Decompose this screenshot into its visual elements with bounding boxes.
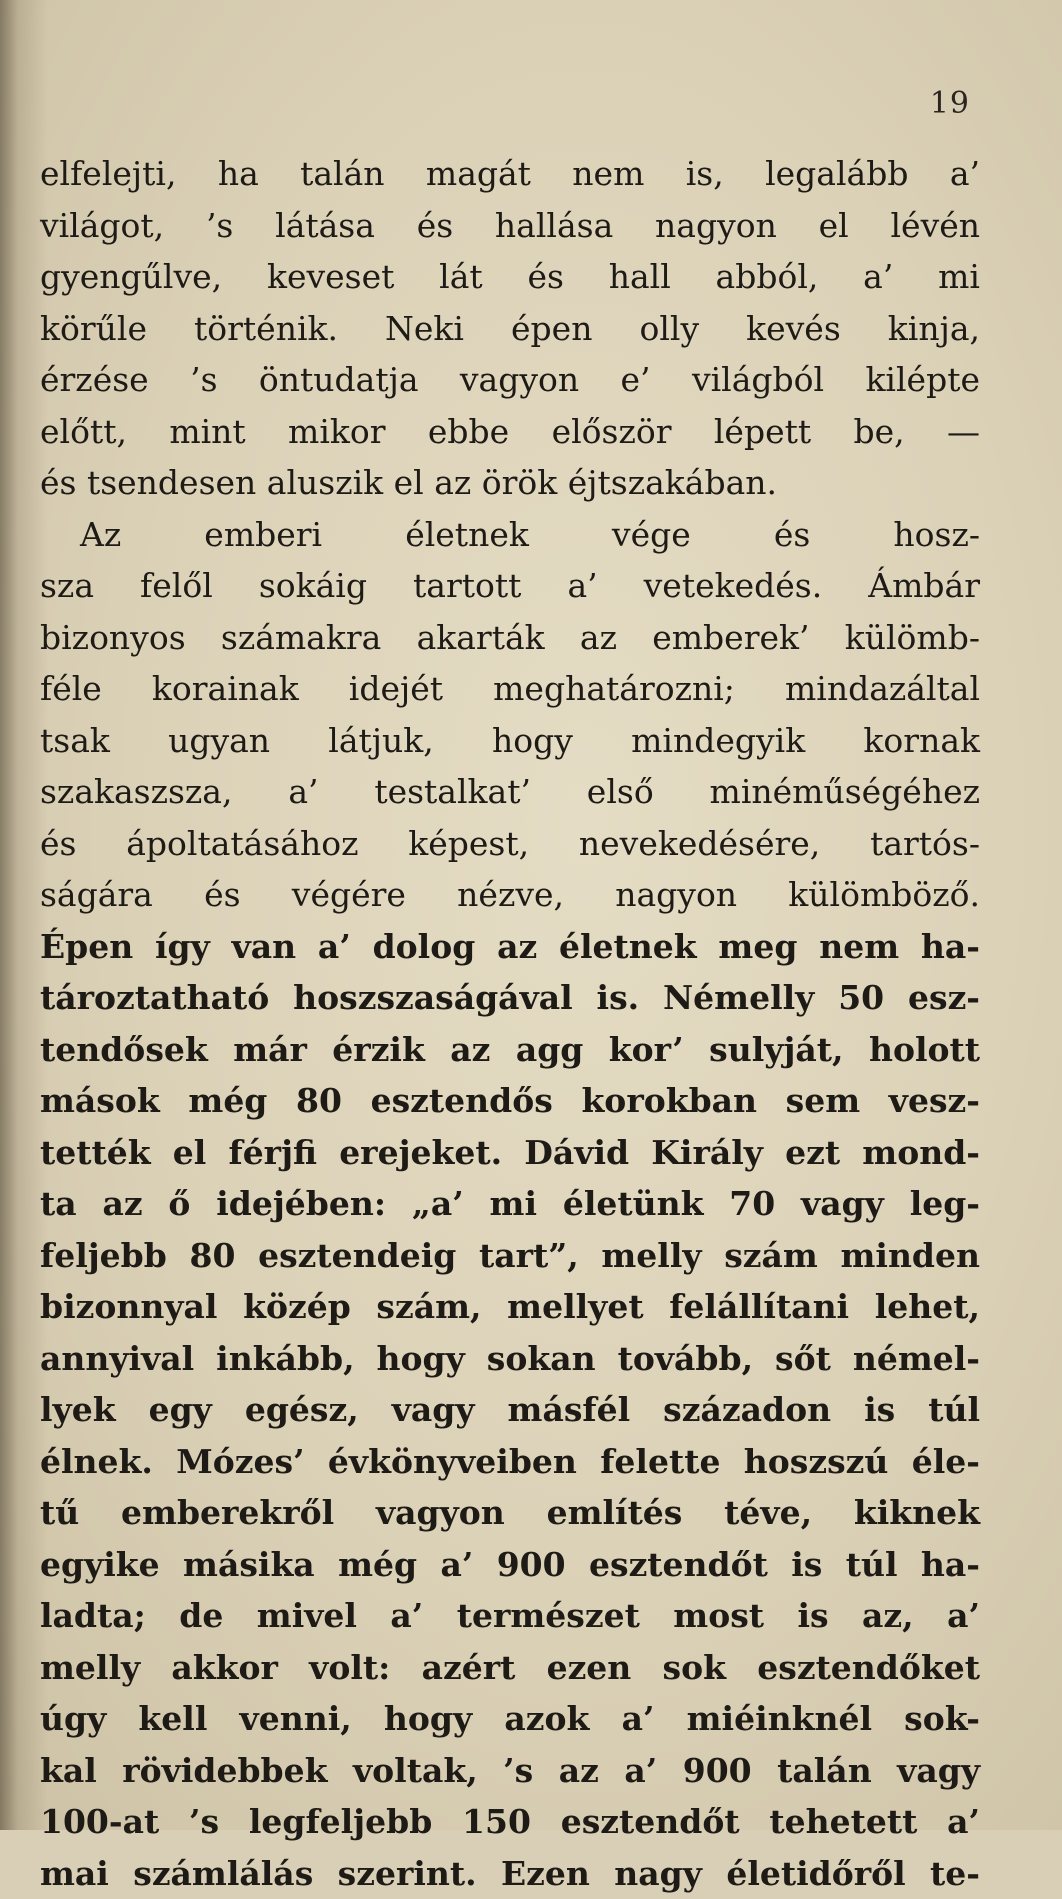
text-line: tették el férjfi erejeket. Dávid Király ezt mond- xyxy=(40,1127,980,1179)
page-number: 19 xyxy=(930,86,970,121)
text-line: körűle történik. Neki épen olly kevés kinja, xyxy=(40,303,980,355)
text-line: bizonyos számakra akarták az emberek’ külömb- xyxy=(40,612,980,664)
text-line: és ápoltatásához képest, nevekedésére, tartós- xyxy=(40,818,980,870)
text-line: annyival inkább, hogy sokan tovább, sőt némel- xyxy=(40,1333,980,1385)
text-line: Épen így van a’ dolog az életnek meg nem ha- xyxy=(40,921,980,973)
text-line: ta az ő idejében: „a’ mi életünk 70 vagy leg- xyxy=(40,1178,980,1230)
text-line: gyengűlve, keveset lát és hall abból, a’ mi xyxy=(40,251,980,303)
text-line: érzése ’s öntudatja vagyon e’ világból kilépte xyxy=(40,354,980,406)
text-line: mások még 80 esztendős korokban sem vesz- xyxy=(40,1075,980,1127)
text-line: kal rövidebbek voltak, ’s az a’ 900 talán vagy xyxy=(40,1745,980,1797)
text-line: élnek. Mózes’ évkönyveiben felette hoszszú éle- xyxy=(40,1436,980,1488)
text-line: világot, ’s látása és hallása nagyon el lévén xyxy=(40,200,980,252)
text-line: tsak ugyan látjuk, hogy mindegyik kornak xyxy=(40,715,980,767)
text-line: feljebb 80 esztendeig tart”, melly szám minden xyxy=(40,1230,980,1282)
text-line: tű emberekről vagyon említés téve, kiknek xyxy=(40,1487,980,1539)
text-line: lyek egy egész, vagy másfél századon is túl xyxy=(40,1384,980,1436)
text-line: tendősek már érzik az agg kor’ sulyját, holott xyxy=(40,1024,980,1076)
body-text xyxy=(40,148,980,1899)
text-line: féle korainak idejét meghatározni; mindazáltal xyxy=(40,663,980,715)
text-line: 100-at ’s legfeljebb 150 esztendőt tehetett a’ xyxy=(40,1796,980,1848)
text-line: sza felől sokáig tartott a’ vetekedés. Ámbár xyxy=(40,560,980,612)
text-line: Az emberi életnek vége és hosz- xyxy=(40,509,980,561)
text-line: bizonnyal közép szám, mellyet felállítani lehet, xyxy=(40,1281,980,1333)
text-line: tároztatható hoszszaságával is. Némelly 50 esz- xyxy=(40,972,980,1024)
text-line: ságára és végére nézve, nagyon külömböző. xyxy=(40,869,980,921)
text-line: úgy kell venni, hogy azok a’ miéinknél sok- xyxy=(40,1693,980,1745)
text-line: előtt, mint mikor ebbe először lépett be, — xyxy=(40,406,980,458)
text-line: mai számlálás szerint. Ezen nagy életidőről te- xyxy=(40,1848,980,1899)
text-line: melly akkor volt: azért ezen sok esztendőket xyxy=(40,1642,980,1694)
text-line: elfelejti, ha talán magát nem is, legalább a’ xyxy=(40,148,980,200)
text-line: és tsendesen aluszik el az örök éjtszakában. xyxy=(40,457,980,509)
text-line: ladta; de mivel a’ természet most is az, a’ xyxy=(40,1590,980,1642)
text-line: szakaszsza, a’ testalkat’ első minéműségéhez xyxy=(40,766,980,818)
text-line: egyike másika még a’ 900 esztendőt is túl ha- xyxy=(40,1539,980,1591)
